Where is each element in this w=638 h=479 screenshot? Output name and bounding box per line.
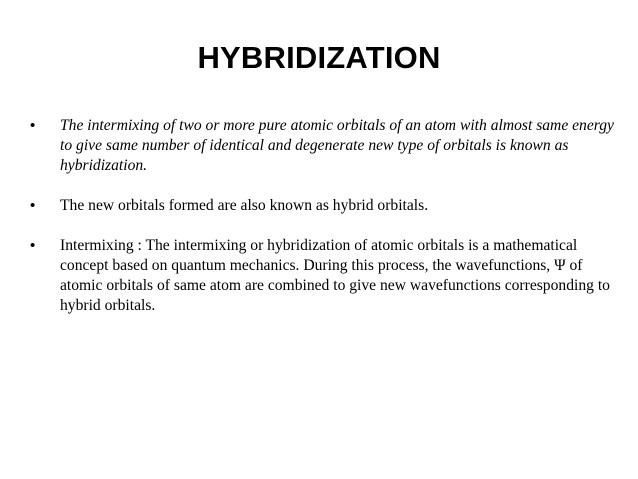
bullet-icon: • xyxy=(30,117,36,134)
slide-title: HYBRIDIZATION xyxy=(197,40,441,75)
bullet-text-definition: The intermixing of two or more pure atomic orbitals of an atom with almost same energy to give same number of identical and degenerate new type of orbitals is known as hybridization. xyxy=(60,117,614,174)
bullet-item xyxy=(30,236,615,316)
bullet-text-hybrid-orbitals: The new orbitals formed are also known as hybrid orbitals. xyxy=(60,197,429,214)
bullet-icon: • xyxy=(30,237,36,254)
bullet-item xyxy=(30,196,615,216)
bullet-text-intermixing: Intermixing : The intermixing or hybridization of atomic orbitals is a mathematical concept based on quantum mechanics. During this process, the wavefunctions, Ψ of atomic orbitals of same atom are combined to give new wavefunctions corresponding to hybrid orbitals. xyxy=(60,237,610,314)
bullet-icon: • xyxy=(30,197,36,214)
bullet-item xyxy=(30,116,615,176)
bullet-list xyxy=(30,116,615,336)
